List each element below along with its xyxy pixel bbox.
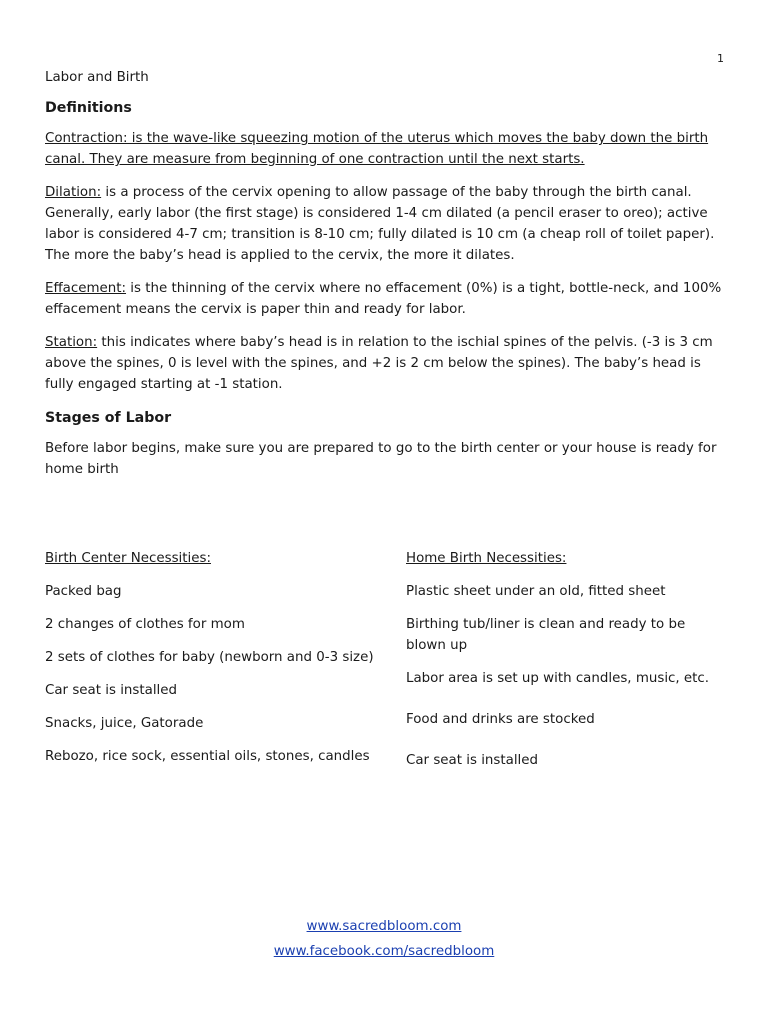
effacement-text: is the thinning of the cervix where no effacement (0%) is a tight, bottle-neck, and 100% effacement means the cervix is paper thin and ready for labor. [45,281,722,317]
birth-center-heading: Birth Center Necessities: [45,551,211,566]
list-item: Birthing tub/liner is clean and ready to be blown up [406,617,686,653]
dilation-text: is a process of the cervix opening to allow passage of the baby through the birth canal. Generally, early labor (the first stage) is considered 1-4 cm dilated (a pencil eraser to oreo); active labor is considered 4-7 cm; transition is 8-10 cm; fully dilated is 10 cm (a cheap roll of toilet paper). The more the baby’s head is applied to the cervix, the more it dilates. [45,185,715,263]
birth-center-column [45,548,375,779]
list-item: Labor area is set up with candles, music, etc. [406,671,710,686]
list-item: 2 sets of clothes for baby (newborn and 0-3 size) [45,650,374,665]
effacement-term: Effacement: [45,281,127,296]
dilation-term: Dilation: [45,185,102,200]
list-item: Plastic sheet under an old, fitted sheet [406,584,666,599]
list-item: Rebozo, rice sock, essential oils, stones, candles [45,749,370,764]
document-title: Labor and Birth [45,70,149,85]
stages-heading: Stages of Labor [45,410,172,426]
station-term: Station: [45,335,98,350]
home-birth-column [406,548,725,783]
contraction-definition [45,128,725,170]
effacement-definition [45,278,725,320]
definitions-heading: Definitions [45,100,132,116]
list-item: 2 changes of clothes for mom [45,617,245,632]
home-birth-heading: Home Birth Necessities: [406,551,567,566]
station-text: this indicates where baby’s head is in relation to the ischial spines of the pelvis. (-3 is 3 cm above the spines, 0 is level with the spines, and +2 is 2 cm below the spines). The baby’s head is fully engaged starting at -1 station. [45,335,713,392]
website-link[interactable]: www.sacredbloom.com [306,919,462,934]
list-item: Car seat is installed [406,753,539,768]
list-item: Car seat is installed [45,683,178,698]
page-number: 1 [717,52,724,65]
list-item: Packed bag [45,584,122,599]
main-content [45,67,725,492]
list-item: Food and drinks are stocked [406,712,595,727]
contraction-text: Contraction: is the wave-like squeezing motion of the uterus which moves the baby down the birth canal. They are measure from beginning of one contraction until the next starts. [45,131,709,167]
necessities-columns [45,548,725,808]
list-item: Snacks, juice, Gatorade [45,716,204,731]
dilation-definition [45,182,725,266]
facebook-link[interactable]: www.facebook.com/sacredbloom [273,944,495,959]
footer [0,914,768,964]
station-definition [45,332,725,395]
stages-intro: Before labor begins, make sure you are prepared to go to the birth center or your house is ready for home birth [45,441,717,477]
